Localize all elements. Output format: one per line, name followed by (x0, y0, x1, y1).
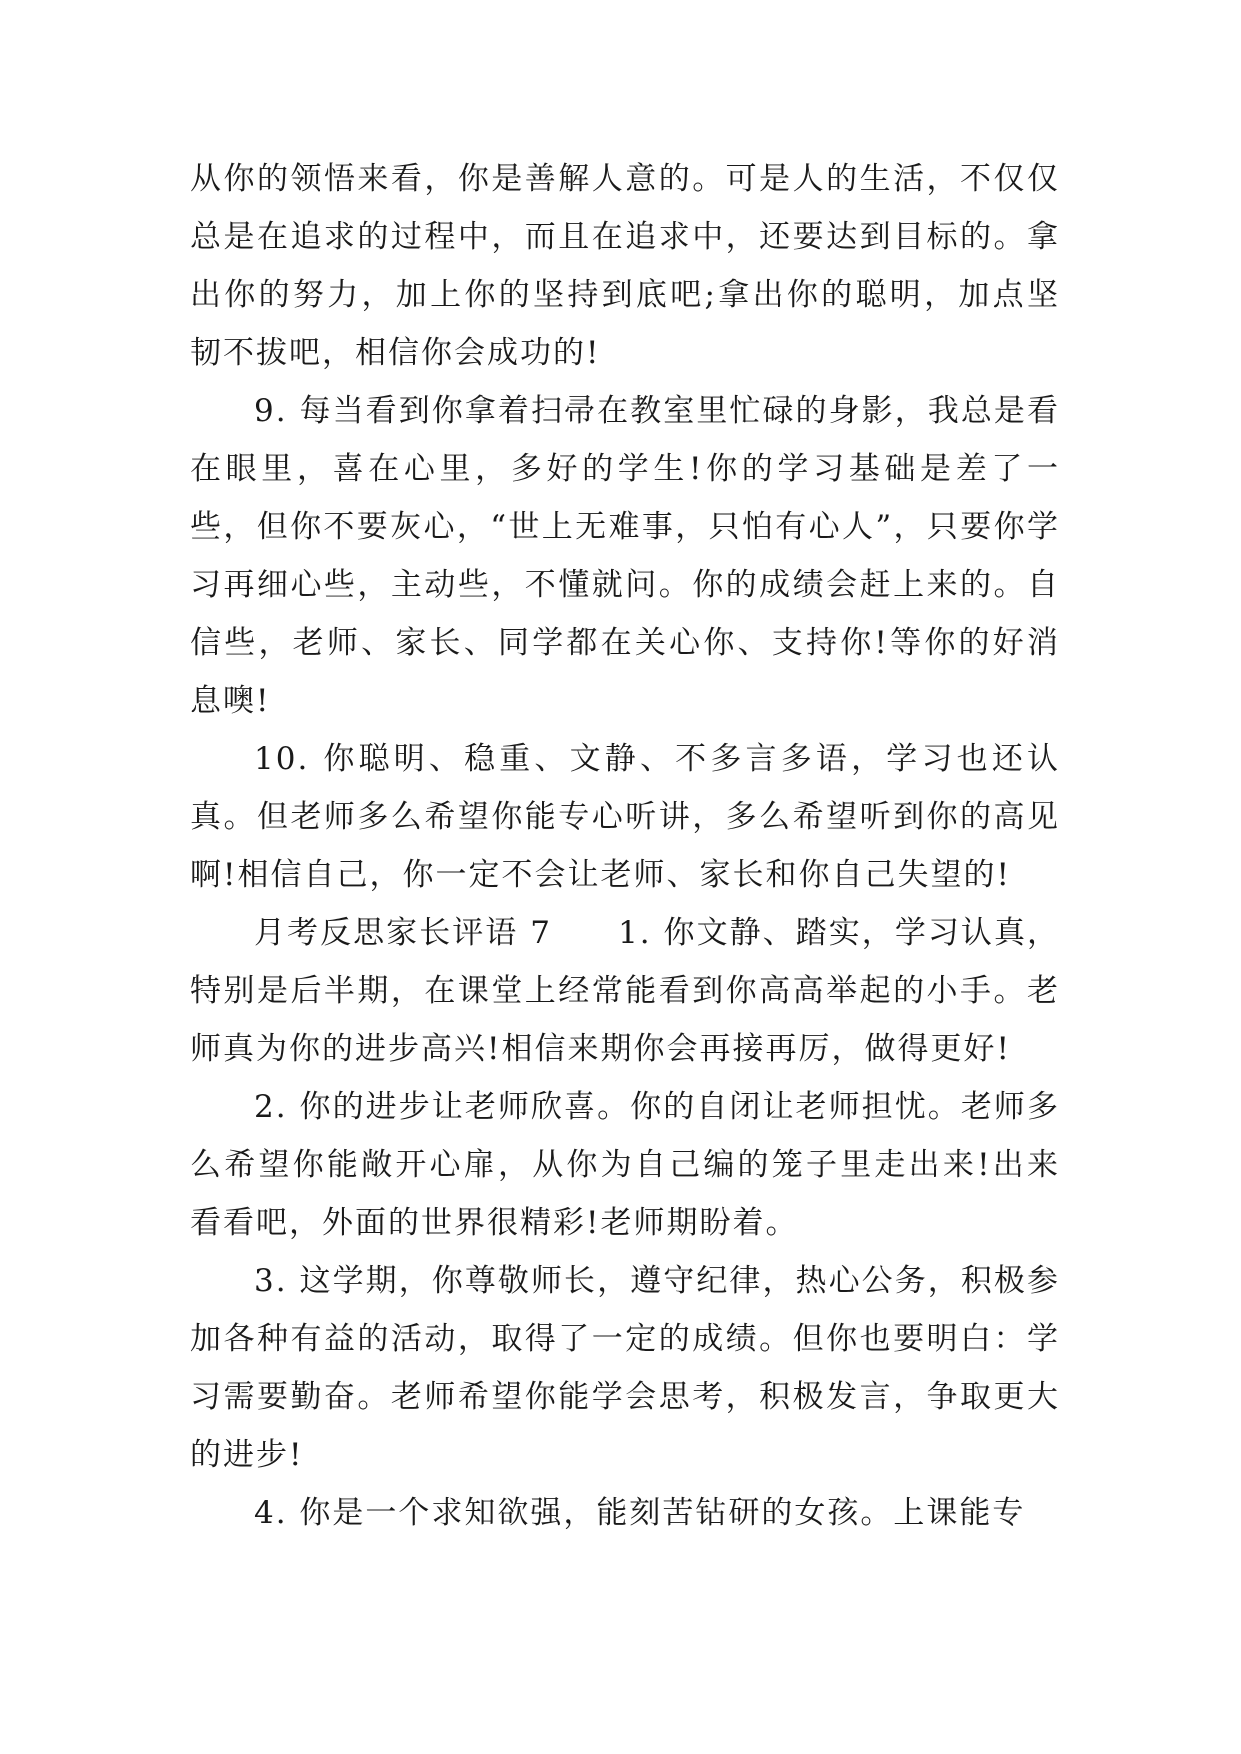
paragraph-item-10: 10. 你聪明、稳重、文静、不多言多语，学习也还认真。但老师多么希望你能专心听讲，多么希望听到你的高见啊!相信自己，你一定不会让老师、家长和你自己失望的! (190, 741, 1060, 893)
paragraph-continuation: 从你的领悟来看，你是善解人意的。可是人的生活，不仅仅总是在追求的过程中，而且在追求中，还要达到目标的。拿出你的努力，加上你的坚持到底吧;拿出你的聪明，加点坚韧不拔吧，相信你会成功的! (190, 161, 1060, 371)
paragraph-item-4: 4. 你是一个求知欲强，能刻苦钻研的女孩。上课能专 (254, 1495, 1026, 1531)
paragraph-item-3: 3. 这学期，你尊敬师长，遵守纪律，热心公务，积极参加各种有益的活动，取得了一定的成绩。但你也要明白：学习需要勤奋。老师希望你能学会思考，积极发言，争取更大的进步! (190, 1263, 1060, 1473)
paragraph-item-2: 2. 你的进步让老师欣喜。你的自闭让老师担忧。老师多么希望你能敞开心扉，从你为自己编的笼子里走出来!出来看看吧，外面的世界很精彩!老师期盼着。 (190, 1089, 1060, 1241)
paragraph-section-7-item-1: 月考反思家长评语 7 1. 你文静、踏实，学习认真，特别是后半期，在课堂上经常能看到你高高举起的小手。老师真为你的进步高兴!相信来期你会再接再厉，做得更好! (190, 915, 1060, 1067)
document-page (190, 150, 1060, 1542)
paragraph-item-9: 9. 每当看到你拿着扫帚在教室里忙碌的身影，我总是看在眼里，喜在心里，多好的学生!你的学习基础是差了一些，但你不要灰心，“世上无难事，只怕有心人”，只要你学习再细心些，主动些，不懂就问。你的成绩会赶上来的。自信些，老师、家长、同学都在关心你、支持你!等你的好消息噢! (190, 393, 1060, 719)
